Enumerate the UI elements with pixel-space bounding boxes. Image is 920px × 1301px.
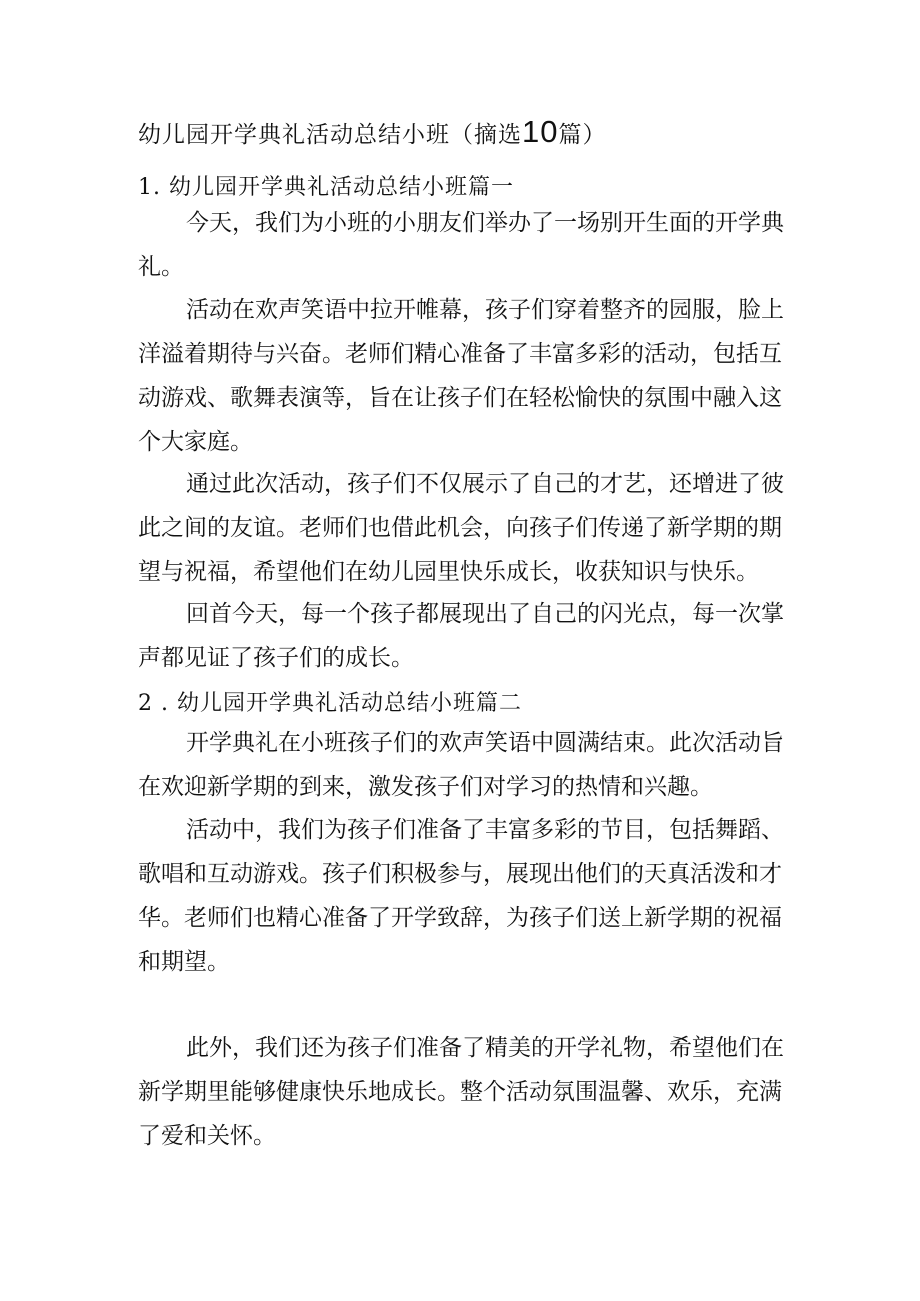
text-line: 洋溢着期待与兴奋。老师们精心准备了丰富多彩的活动，包括互 bbox=[138, 341, 782, 367]
text-line: 此之间的友谊。老师们也借此机会，向孩子们传递了新学期的期 bbox=[138, 515, 782, 541]
paragraph bbox=[138, 808, 788, 984]
text-line: 回首今天，每一个孩子都展现出了自己的闪光点，每一次掌 bbox=[186, 601, 784, 627]
text-line: 活动中，我们为孩子们准备了丰富多彩的节目，包括舞蹈、 bbox=[186, 817, 784, 843]
paragraph bbox=[138, 288, 788, 464]
title-number: 10 bbox=[522, 114, 559, 149]
text-line: 动游戏、歌舞表演等，旨在让孩子们在轻松愉快的氛围中融入这 bbox=[138, 385, 782, 411]
text-line: 声都见证了孩子们的成长。 bbox=[138, 645, 414, 671]
text-line: 开学典礼在小班孩子们的欢声笑语中圆满结束。此次活动旨 bbox=[186, 730, 784, 756]
document-title bbox=[138, 114, 606, 150]
text-line: 活动在欢声笑语中拉开帷幕，孩子们穿着整齐的园服，脸上 bbox=[186, 297, 784, 323]
paragraph bbox=[138, 201, 788, 289]
paragraph bbox=[138, 592, 788, 680]
text-line: 华。老师们也精心准备了开学致辞，为孩子们送上新学期的祝福 bbox=[138, 905, 782, 931]
text-line: 新学期里能够健康快乐地成长。整个活动氛围温馨、欢乐，充满 bbox=[138, 1079, 782, 1105]
text-line: 歌唱和互动游戏。孩子们积极参与，展现出他们的天真活泼和才 bbox=[138, 861, 782, 887]
paragraph bbox=[138, 462, 788, 594]
title-text: 幼儿园开学典礼活动总结小班（摘选 bbox=[138, 122, 522, 148]
section-heading-1: 1. 幼儿园开学典礼活动总结小班篇一 bbox=[138, 175, 514, 200]
text-line: 礼。 bbox=[138, 254, 184, 280]
text-line: 通过此次活动，孩子们不仅展示了自己的才艺，还增进了彼 bbox=[186, 471, 784, 497]
paragraph bbox=[138, 1026, 788, 1158]
section-heading-2: 2 . 幼儿园开学典礼活动总结小班篇二 bbox=[138, 691, 522, 716]
text-line: 个大家庭。 bbox=[138, 429, 253, 455]
text-line: 和期望。 bbox=[138, 949, 230, 975]
text-line: 今天，我们为小班的小朋友们举办了一场别开生面的开学典 bbox=[186, 210, 784, 236]
title-suffix: 篇） bbox=[558, 122, 607, 148]
text-line: 在欢迎新学期的到来，激发孩子们对学习的热情和兴趣。 bbox=[138, 774, 713, 800]
paragraph bbox=[138, 721, 788, 809]
text-line: 此外，我们还为孩子们准备了精美的开学礼物，希望他们在 bbox=[186, 1035, 784, 1061]
text-line: 望与祝福，希望他们在幼儿园里快乐成长，收获知识与快乐。 bbox=[138, 559, 759, 585]
text-line: 了爱和关怀。 bbox=[138, 1123, 276, 1149]
